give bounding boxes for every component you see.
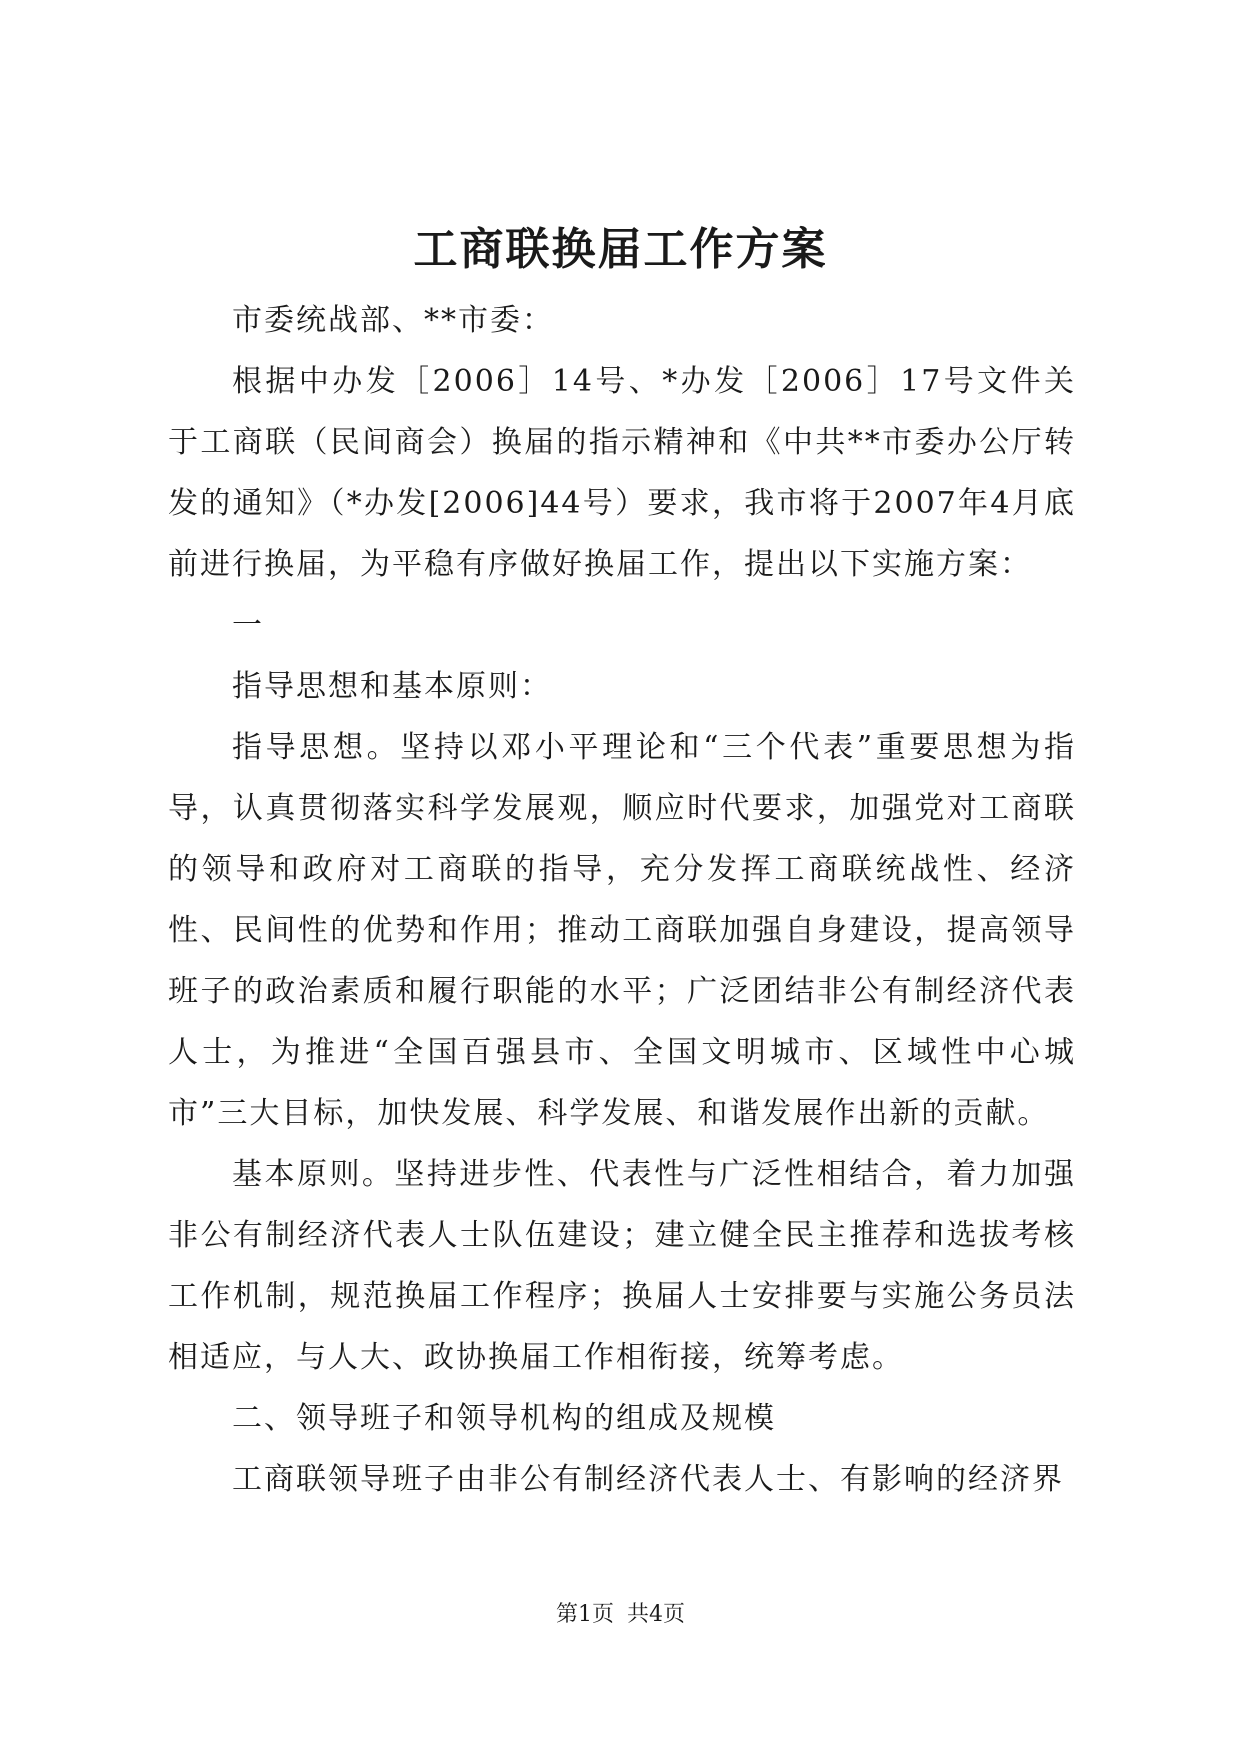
page-number: 第1页 [556, 1602, 614, 1627]
paragraph-salutation: 市委统战部、**市委： [232, 303, 554, 338]
page-footer [0, 1600, 1241, 1630]
paragraph-section-two-heading: 二、领导班子和领导机构的组成及规模 [232, 1401, 776, 1436]
document-body [168, 290, 1076, 1510]
paragraph-leadership: 工商联领导班子由非公有制经济代表人士、有影响的经济界 [232, 1462, 1064, 1497]
paragraph-section-heading: 指导思想和基本原则： [232, 669, 552, 704]
paragraph-intro: 根据中办发［2006］14号、*办发［2006］17号文件关于工商联（民间商会）换届的指示精神和《中共**市委办公厅转发的通知》（*办发[2006]44号）要求，我市将于2007年4月底前进行换届，为平稳有序做好换届工作，提出以下实施方案： [168, 364, 1076, 582]
page-total: 共4页 [627, 1602, 685, 1627]
document-title: 工商联换届工作方案 [413, 224, 828, 275]
paragraph-guiding-thought: 指导思想。坚持以邓小平理论和“三个代表”重要思想为指导，认真贯彻落实科学发展观，顺应时代要求，加强党对工商联的领导和政府对工商联的指导，充分发挥工商联统战性、经济性、民间性的优势和作用；推动工商联加强自身建设，提高领导班子的政治素质和履行职能的水平；广泛团结非公有制经济代表人士，为推进“全国百强县市、全国文明城市、区域性中心城市”三大目标，加快发展、科学发展、和谐发展作出新的贡献。 [168, 730, 1076, 1131]
paragraph-section-number: 一 [232, 608, 264, 643]
paragraph-basic-principles: 基本原则。坚持进步性、代表性与广泛性相结合，着力加强非公有制经济代表人士队伍建设；建立健全民主推荐和选拔考核工作机制，规范换届工作程序；换届人士安排要与实施公务员法相适应，与人大、政协换届工作相衔接，统筹考虑。 [168, 1157, 1076, 1375]
